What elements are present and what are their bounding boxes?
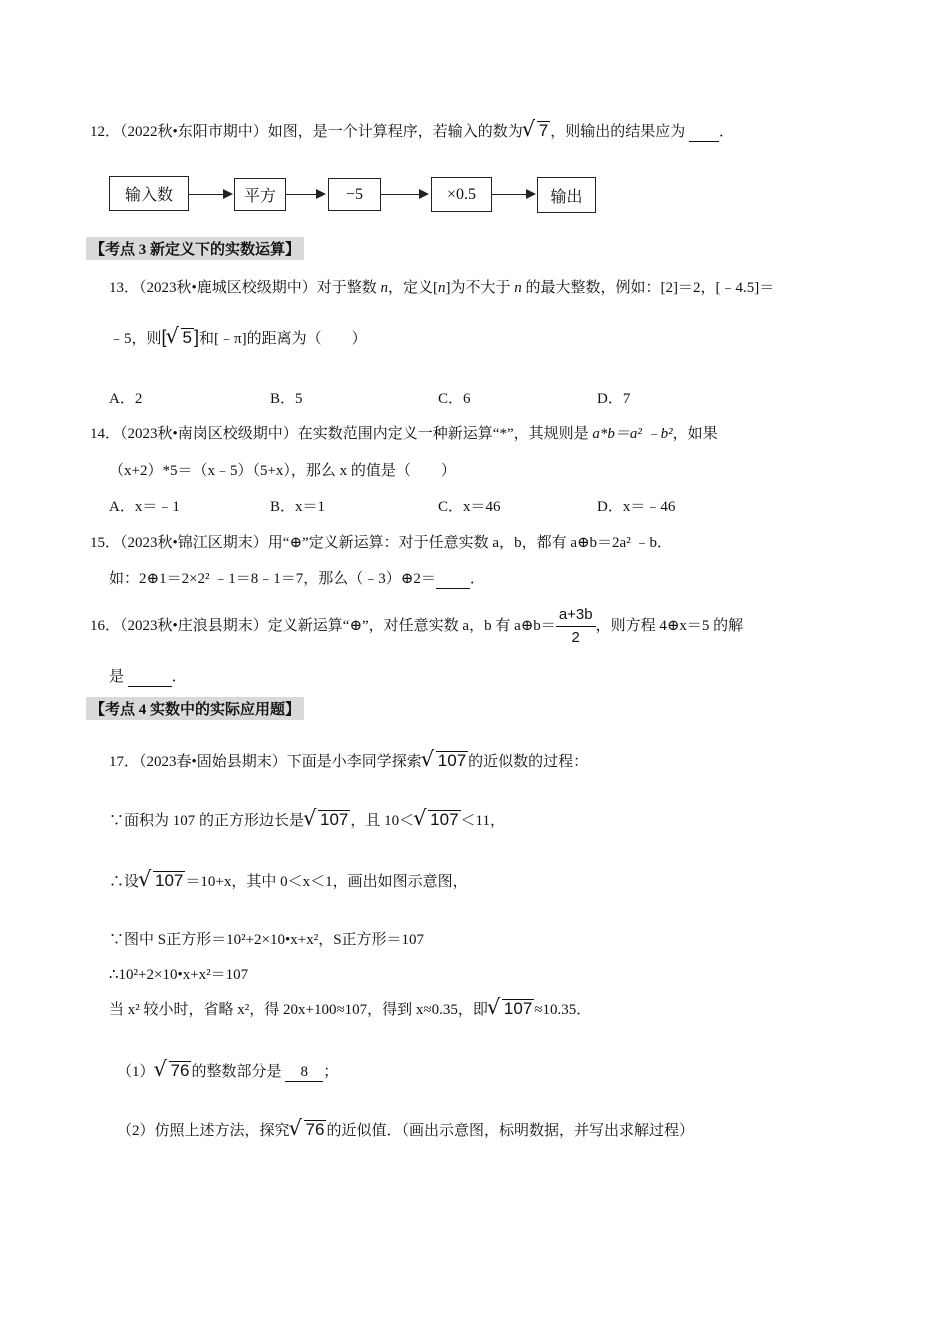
answer-blank-filled[interactable]: 8	[285, 1064, 323, 1082]
question-number: 12．	[90, 124, 121, 140]
flow-box-output: 输出	[537, 177, 596, 213]
flow-box-square: 平方	[234, 178, 286, 211]
option-c[interactable]: C．x＝46	[438, 499, 501, 515]
option-d[interactable]: D．x＝﹣46	[597, 499, 676, 515]
answer-blank[interactable]	[689, 124, 719, 142]
flow-arrow	[492, 194, 534, 195]
question-16: 16．（2023秋•庄浪县期末）定义新运算“⊕”，对任意实数 a，b 有 a⊕b＝ $\frac{a+3b}{2}$ ，则方程 4⊕x＝5 的解	[90, 604, 743, 649]
question-text: 如图，是一个计算程序，若输入的数为	[267, 124, 523, 140]
solution-line-5: 当 x² 较小时，省略 x²，得 20x+100≈107，得到 x≈0.35，即√ 107 ≈10.35．	[109, 998, 591, 1019]
question-15-line2: 如：2⊕1＝2×2² ﹣1＝8﹣1＝7，那么（﹣3）⊕2＝ ．	[109, 571, 485, 587]
option-c[interactable]: C．6	[438, 391, 471, 407]
sqrt-expression: √ 107	[305, 810, 350, 830]
sqrt-expression: √ 107	[423, 751, 468, 771]
flow-arrow	[189, 194, 231, 195]
solution-line-4: ∴10²+2×10•x+x²＝107	[109, 967, 249, 983]
sqrt-expression: √ 107	[489, 999, 534, 1019]
sqrt-expression: √ 5	[168, 328, 194, 348]
question-14-line2: （x+2）*5＝（x﹣5）（5+x），那么 x 的值是（ ）	[109, 463, 456, 479]
sqrt-expression: √ 107	[140, 871, 185, 891]
sqrt-expression: √ 107	[415, 810, 460, 830]
question-17: 17．（2023春•固始县期末）下面是小李同学探索√ 107 的近似数的过程：	[109, 750, 588, 771]
solution-line-2: ∴设√ 107 ＝10+x，其中 0＜x＜1，画出如图示意图，	[109, 870, 468, 891]
section-heading: 【考点 3 新定义下的实数运算】	[86, 237, 304, 260]
option-a[interactable]: A．2	[109, 391, 143, 407]
solution-line-1: ∵面积为 107 的正方形边长是√ 107 ，且 10＜√ 107 ＜11，	[109, 809, 505, 830]
sqrt-expression: √ 7	[524, 121, 550, 141]
fraction: $\frac{a+3b}{2}$	[556, 604, 596, 649]
rule-expression: a*b＝a² ﹣b²	[592, 426, 673, 442]
option-a[interactable]: A．x＝﹣1	[109, 499, 180, 515]
answer-blank[interactable]	[436, 571, 470, 589]
section-heading: 【考点 4 实数中的实际应用题】	[86, 697, 304, 720]
question-14: 14．（2023秋•南岗区校级期中）在实数范围内定义一种新运算“*”，其规则是 a*b＝a² ﹣b²，如果	[90, 426, 718, 442]
flow-box-times05: ×0.5	[431, 177, 492, 212]
question-13: 13．（2023秋•鹿城区校级期中）对于整数 n，定义[n]为不大于 n 的最大整数，例如：[2]＝2，[﹣4.5]＝	[109, 280, 775, 296]
option-b[interactable]: B．5	[270, 391, 303, 407]
flow-box-minus5: −5	[328, 178, 381, 211]
answer-blank[interactable]	[128, 669, 172, 687]
flow-box-input: 输入数	[109, 176, 189, 211]
question-source: （2022秋•东阳市期中）	[120, 124, 268, 140]
sub-question-2: （2）仿照上述方法，探究√ 76 的近似值．（画出示意图，标明数据，并写出求解过程）	[117, 1119, 694, 1140]
question-12: 12．（2022秋•东阳市期中）如图，是一个计算程序，若输入的数为√ 7 ，则输出的结果应为 ．	[90, 120, 734, 142]
question-15: 15．（2023秋•锦江区期末）用“⊕”定义新运算：对于任意实数 a，b，都有 a⊕b＝2a² ﹣b．	[90, 535, 672, 551]
sqrt-expression: √ 76	[291, 1120, 327, 1140]
sqrt-expression: √ 76	[156, 1061, 192, 1081]
flow-arrow	[381, 194, 427, 195]
sub-question-1: （1）√ 76 的整数部分是 8 ；	[117, 1060, 338, 1082]
option-b[interactable]: B．x＝1	[270, 499, 326, 515]
question-16-line2: 是 ．	[109, 669, 187, 685]
option-d[interactable]: D．7	[597, 391, 631, 407]
question-13-line2: ﹣5，则[√ 5 ]和[﹣π]的距离为（ ）	[109, 327, 367, 348]
flow-arrow	[286, 194, 324, 195]
solution-line-3: ∵图中 S正方形＝10²+2×10•x+x²，S正方形＝107	[109, 932, 425, 948]
